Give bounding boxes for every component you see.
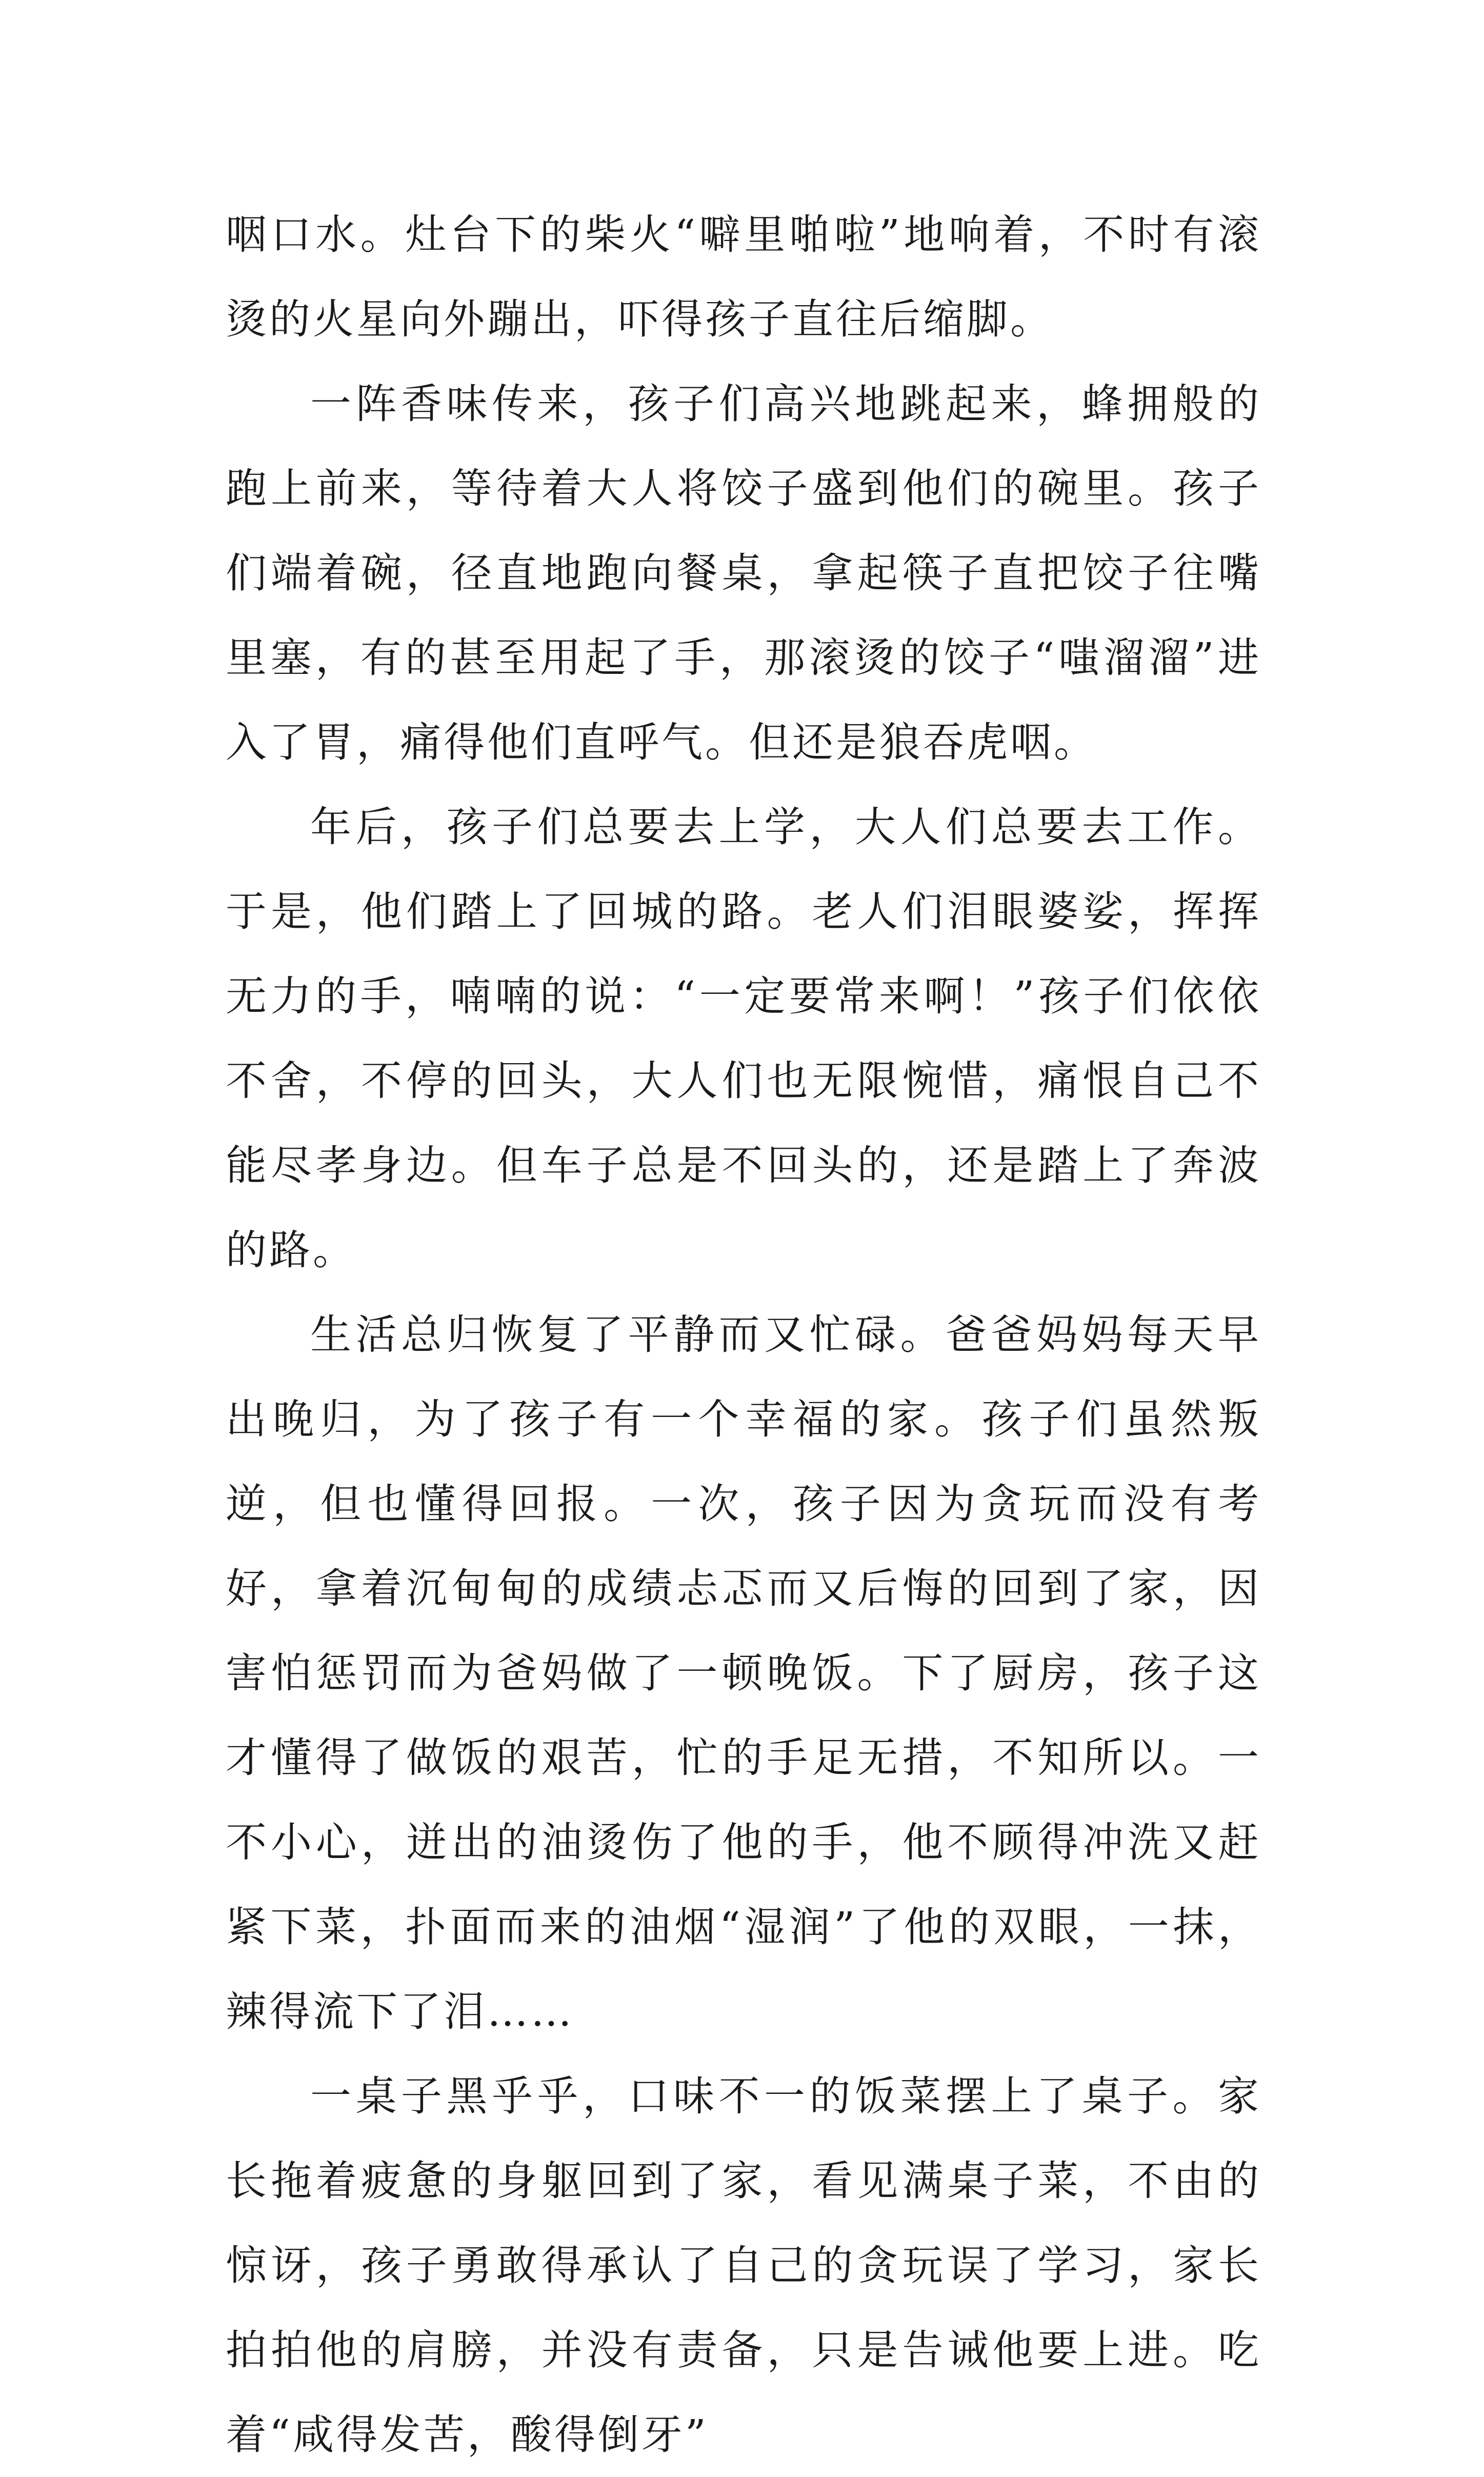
body-text xyxy=(226,192,1261,2477)
paragraph-2: 一阵香味传来，孩子们高兴地跳起来，蜂拥般的跑上前来，等待着大人将饺子盛到他们的碗里。孩子们端着碗，径直地跑向餐桌，拿起筷子直把饺子往嘴里塞，有的甚至用起了手，那滚烫的饺子“嗤溜溜”进入了胃，痛得他们直呼气。但还是狼吞虎咽。 xyxy=(226,380,1261,766)
paragraph-1: 咽口水。灶台下的柴火“噼里啪啦”地响着，不时有滚烫的火星向外蹦出，吓得孩子直往后缩脚。 xyxy=(226,211,1261,343)
paragraph-4: 生活总归恢复了平静而又忙碌。爸爸妈妈每天早出晚归，为了孩子有一个幸福的家。孩子们虽然叛逆，但也懂得回报。一次，孩子因为贪玩而没有考好，拿着沉甸甸的成绩忐忑而又后悔的回到了家，因害怕惩罚而为爸妈做了一顿晚饭。下了厨房，孩子这才懂得了做饭的艰苦，忙的手足无措，不知所以。一不小心，迸出的油烫伤了他的手，他不顾得冲洗又赶紧下菜，扑面而来的油烟“湿润”了他的双眼，一抹，辣得流下了泪…… xyxy=(226,1311,1261,2035)
paragraph-3: 年后，孩子们总要去上学，大人们总要去工作。于是，他们踏上了回城的路。老人们泪眼婆娑，挥挥无力的手，喃喃的说：“一定要常来啊！”孩子们依依不舍，不停的回头，大人们也无限惋惜，痛恨自己不能尽孝身边。但车子总是不回头的，还是踏上了奔波的路。 xyxy=(226,803,1261,1274)
paragraph-5: 一桌子黑乎乎，口味不一的饭菜摆上了桌子。家长拖着疲惫的身躯回到了家，看见满桌子菜，不由的惊讶，孩子勇敢得承认了自己的贪玩误了学习，家长拍拍他的肩膀，并没有责备，只是告诫他要上进。吃着“咸得发苦，酸得倒牙” xyxy=(226,2072,1261,2459)
